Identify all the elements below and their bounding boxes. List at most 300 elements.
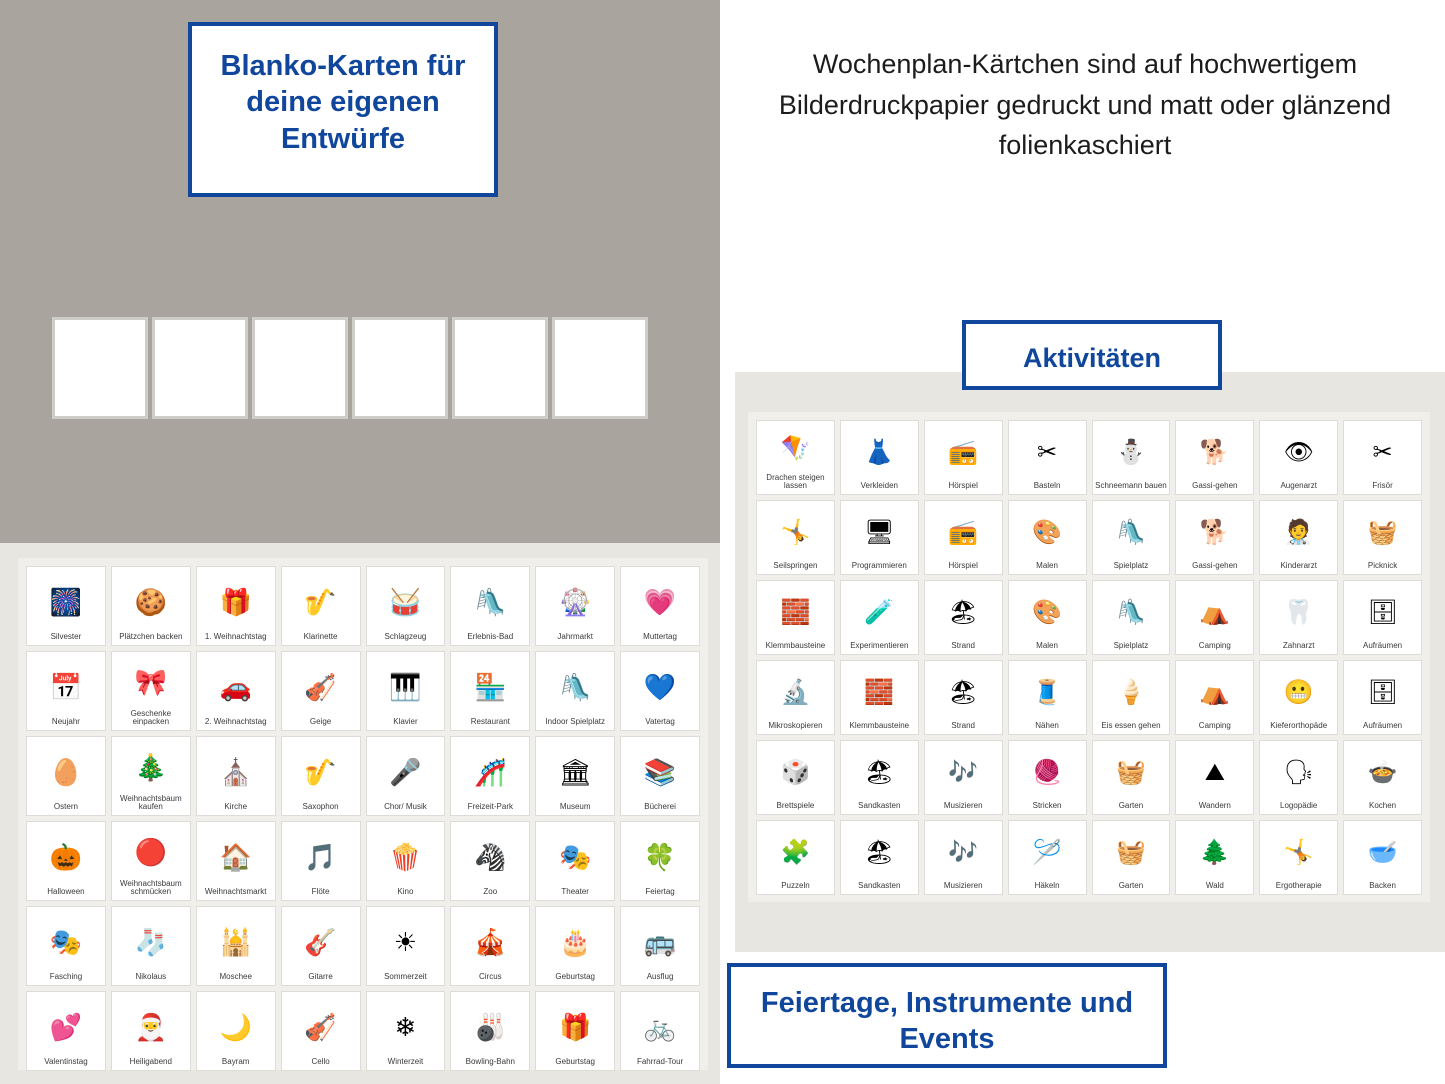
card-caption: Feiertag	[645, 887, 675, 897]
card-caption: Ostern	[53, 802, 78, 812]
card-caption: Frisör	[1372, 481, 1393, 491]
card-caption: Zoo	[483, 887, 498, 897]
card-item	[111, 651, 191, 731]
card-caption: Kinderarzt	[1280, 561, 1317, 571]
card-item	[281, 736, 361, 816]
card-caption: Gassi-gehen	[1192, 561, 1238, 571]
card-item	[196, 821, 276, 901]
card-caption: Seilspringen	[773, 561, 818, 571]
music-notes-icon: 🎶	[948, 839, 979, 867]
red-car-tree-icon: 🚗	[219, 671, 252, 702]
violin-icon: 🎻	[304, 671, 337, 702]
carnival-mask-icon: 🎭	[49, 926, 83, 957]
blank-card	[352, 317, 448, 419]
playground-icon: 🛝	[1115, 599, 1146, 627]
card-caption: Sommerzeit	[384, 972, 427, 982]
page-headline: Wochenplan-Kärtchen sind auf hochwertigem Bilderdruckpapier gedruckt und matt oder glänzend folienkaschiert	[778, 49, 1392, 160]
card-caption: Schneemann bauen	[1095, 481, 1167, 491]
sun-clock-icon: ☀	[393, 926, 418, 957]
ferris-wheel-icon: 🎡	[559, 586, 592, 617]
playground-icon: 🛝	[1115, 519, 1146, 547]
card-item	[535, 651, 615, 731]
card-caption: Geburtstag	[555, 972, 595, 982]
blank-card	[252, 317, 348, 419]
knitting-icon: 🧶	[1032, 759, 1062, 787]
card-item	[1175, 820, 1254, 895]
card-caption: Circus	[478, 972, 502, 982]
eye-chart-icon: 👁	[1283, 439, 1314, 467]
snowflake-clock-icon: ❄	[394, 1011, 417, 1042]
card-item	[450, 906, 530, 986]
market-house-icon: 🏠	[219, 841, 252, 872]
card-item	[924, 820, 1003, 895]
card-item	[535, 566, 615, 646]
card-item	[111, 736, 191, 816]
card-item	[366, 906, 446, 986]
occupational-therapy-icon: 🤸	[1283, 839, 1314, 867]
blank-cards-strip	[52, 317, 648, 419]
museum-icon: 🏛	[558, 756, 592, 787]
activities-cards-grid	[756, 420, 1422, 895]
card-item	[111, 821, 191, 901]
card-item	[840, 660, 919, 735]
blank-card	[52, 317, 148, 419]
card-item	[620, 566, 700, 646]
speech-therapy-icon: 🗣	[1283, 759, 1314, 787]
card-caption: Programmieren	[851, 561, 907, 571]
sandbox-icon: 🏖	[864, 839, 895, 867]
crochet-icon: 🪡	[1032, 839, 1062, 867]
tent-icon: ⛺	[1199, 599, 1230, 627]
card-caption: Museum	[559, 802, 591, 812]
card-item	[196, 991, 276, 1071]
card-caption: Garten	[1118, 801, 1144, 811]
card-caption: Winterzeit	[387, 1057, 424, 1067]
card-item	[366, 736, 446, 816]
water-slide-icon: 🛝	[474, 586, 507, 617]
card-caption: Jahrmarkt	[557, 632, 593, 642]
card-item	[1092, 660, 1171, 735]
card-caption: Geschenke einpacken	[130, 708, 172, 727]
card-caption: Spielplatz	[1113, 641, 1149, 651]
card-caption: Picknick	[1367, 561, 1398, 571]
bowling-icon: 🎳	[474, 1011, 507, 1042]
theater-curtain-icon: 🎭	[559, 841, 592, 872]
card-caption: Verkleiden	[860, 481, 898, 491]
card-caption: Gitarre	[308, 972, 333, 982]
card-caption: Weihnachtsmarkt	[204, 887, 267, 897]
card-item	[1092, 820, 1171, 895]
radio-icon: 📻	[948, 439, 979, 467]
beach-icon: 🏖	[947, 679, 979, 707]
card-caption: Bowling-Bahn	[465, 1057, 515, 1067]
card-item	[1259, 660, 1338, 735]
card-caption: Moschee	[219, 972, 252, 982]
card-caption: Malen	[1036, 641, 1058, 651]
card-caption: Backen	[1369, 881, 1396, 891]
card-item	[535, 991, 615, 1071]
building-bricks-icon: 🧱	[780, 599, 811, 627]
card-caption: Fasching	[49, 972, 83, 982]
flute-icon: 🎵	[304, 841, 337, 872]
card-caption: Strand	[951, 721, 975, 731]
card-caption: Ausflug	[646, 972, 674, 982]
card-caption: Spielplatz	[1113, 561, 1149, 571]
card-caption: Saxophon	[302, 802, 339, 812]
card-item	[26, 566, 106, 646]
card-caption: Kieferorthopäde	[1270, 721, 1328, 731]
card-item	[924, 660, 1003, 735]
card-caption: Cello	[311, 1057, 330, 1067]
wrapping-icon: 🎀	[134, 667, 167, 698]
events-cards-panel	[18, 558, 708, 1070]
card-caption: Bücherei	[644, 802, 676, 812]
card-caption: Basteln	[1033, 481, 1061, 491]
label-feiertage-instrumente-events: Feiertage, Instrumente und Events	[727, 963, 1167, 1068]
fireworks-icon: 🎆	[49, 586, 83, 617]
card-caption: Mikroskopieren	[768, 721, 823, 731]
card-item	[196, 736, 276, 816]
card-item	[1259, 740, 1338, 815]
card-caption: Restaurant	[470, 717, 510, 727]
indoor-playground-icon: 🛝	[559, 671, 592, 702]
card-item	[450, 821, 530, 901]
card-item	[366, 821, 446, 901]
card-caption: Kochen	[1368, 801, 1397, 811]
scissors-glue-icon: ✂	[1037, 439, 1058, 467]
gifts-icon: 🎁	[219, 586, 252, 617]
mosque-icon: 🕌	[219, 926, 252, 957]
card-item	[620, 906, 700, 986]
card-item	[840, 740, 919, 815]
blank-card	[552, 317, 648, 419]
card-item	[1175, 420, 1254, 495]
card-item	[1092, 740, 1171, 815]
events-cards-grid	[26, 566, 700, 1071]
card-item	[1008, 500, 1087, 575]
card-caption: Bayram	[221, 1057, 250, 1067]
card-item	[840, 420, 919, 495]
lab-kids-icon: 🧪	[864, 599, 895, 627]
card-caption: Strand	[951, 641, 975, 651]
card-item	[366, 991, 446, 1071]
card-caption: Valentinstag	[44, 1057, 88, 1067]
card-caption: Hörspiel	[948, 561, 978, 571]
jump-rope-icon: 🤸	[780, 519, 811, 547]
card-caption: Neujahr	[51, 717, 80, 727]
card-item	[924, 500, 1003, 575]
microscope-icon: 🔬	[780, 679, 811, 707]
card-caption: Logopädie	[1280, 801, 1318, 811]
tooth-icon: 🦷	[1283, 599, 1314, 627]
card-item	[620, 991, 700, 1071]
forest-icon: 🌲	[1199, 839, 1230, 867]
bus-icon: 🚌	[643, 926, 677, 957]
puzzle-icon: 🧩	[780, 839, 811, 867]
card-caption: Weihnachtsbaum schmücken	[119, 878, 182, 897]
birthday-cake-icon: 🎂	[559, 926, 592, 957]
card-item	[756, 660, 835, 735]
mountains-icon: ⛰	[1204, 759, 1225, 787]
pot-icon: 🍲	[1367, 759, 1398, 787]
card-item	[111, 906, 191, 986]
card-item	[535, 736, 615, 816]
card-caption: Weihnachtsbaum kaufen	[119, 793, 182, 812]
roller-coaster-icon: 🎢	[474, 756, 507, 787]
card-caption: Hörspiel	[948, 481, 978, 491]
card-caption: Ergotherapie	[1275, 881, 1322, 891]
card-caption: Chor/ Musik	[384, 802, 427, 812]
card-item	[281, 566, 361, 646]
card-caption: Aufräumen	[1362, 721, 1403, 731]
card-caption: Augenarzt	[1280, 481, 1317, 491]
paint-box-icon: 🎨	[1032, 599, 1062, 627]
popcorn-icon: 🍿	[389, 841, 422, 872]
label-blanko-karten: Blanko-Karten für deine eigenen Entwürfe	[188, 22, 498, 197]
card-item	[1343, 420, 1422, 495]
card-caption: Geige	[309, 717, 332, 727]
card-item	[840, 500, 919, 575]
card-caption: Klemmbausteine	[849, 721, 910, 731]
card-item	[196, 906, 276, 986]
card-item	[1008, 580, 1087, 655]
card-caption: Puzzeln	[781, 881, 810, 891]
pumpkin-icon: 🎃	[49, 841, 83, 872]
sewing-machine-icon: 🧵	[1032, 679, 1062, 707]
card-item	[1259, 820, 1338, 895]
card-caption: Kino	[397, 887, 414, 897]
activities-cards-panel	[748, 412, 1430, 902]
card-item	[26, 991, 106, 1071]
guitar-icon: 🎸	[304, 926, 337, 957]
card-item	[1008, 420, 1087, 495]
card-caption: Eis essen gehen	[1101, 721, 1161, 731]
baubles-icon: 🔴	[134, 837, 167, 868]
card-caption: Wald	[1205, 881, 1224, 891]
restaurant-icon: 🏪	[474, 671, 507, 702]
dog-walk-icon: 🐕	[1199, 439, 1230, 467]
shelf-tidy-icon: 🗄	[1367, 599, 1398, 627]
microphone-icon: 🎤	[389, 756, 422, 787]
card-item	[756, 820, 835, 895]
label-aktivitaeten: Aktivitäten	[962, 320, 1222, 390]
card-caption: Nähen	[1035, 721, 1059, 731]
card-item	[281, 991, 361, 1071]
comb-scissors-icon: ✂	[1372, 439, 1393, 467]
card-caption: Halloween	[47, 887, 85, 897]
card-item	[26, 736, 106, 816]
books-icon: 📚	[643, 756, 677, 787]
blank-card	[152, 317, 248, 419]
mixer-icon: 🥣	[1367, 839, 1398, 867]
card-caption: Experimentieren	[850, 641, 909, 651]
cookies-icon: 🍪	[134, 586, 167, 617]
drums-icon: 🥁	[389, 586, 422, 617]
card-item	[1092, 500, 1171, 575]
card-caption: Camping	[1198, 641, 1231, 651]
radio-icon: 📻	[948, 519, 979, 547]
circus-tent-icon: 🎪	[474, 926, 507, 957]
card-item	[196, 651, 276, 731]
card-item	[1259, 580, 1338, 655]
card-item	[1343, 500, 1422, 575]
card-caption: Flöte	[311, 887, 330, 897]
card-item	[26, 651, 106, 731]
card-item	[26, 821, 106, 901]
card-caption: Kirche	[224, 802, 248, 812]
card-caption: Zahnarzt	[1282, 641, 1315, 651]
card-item	[924, 580, 1003, 655]
card-item	[1343, 660, 1422, 735]
card-caption: Nikolaus	[135, 972, 167, 982]
picnic-basket-icon: 🧺	[1367, 519, 1398, 547]
santa-sleigh-icon: 🎅	[134, 1011, 167, 1042]
card-item	[535, 821, 615, 901]
card-item	[196, 566, 276, 646]
pediatrician-icon: 🧑‍⚕	[1283, 519, 1314, 547]
bicycle-icon: 🚲	[643, 1011, 677, 1042]
board-game-icon: 🎲	[780, 759, 811, 787]
card-item	[1343, 580, 1422, 655]
card-caption: Theater	[561, 887, 589, 897]
ice-cream-icon: 🍦	[1115, 679, 1146, 707]
gift-box-icon: 🎁	[559, 1011, 592, 1042]
card-item	[1259, 420, 1338, 495]
saxophone-icon: 🎷	[304, 756, 337, 787]
paint-box-icon: 🎨	[1032, 519, 1062, 547]
card-item	[840, 820, 919, 895]
card-caption: Brettspiele	[776, 801, 815, 811]
card-item	[1175, 500, 1254, 575]
beach-icon: 🏖	[947, 599, 979, 627]
snowman-icon: ⛄	[1115, 439, 1146, 467]
calendar-first-icon: 📅	[49, 671, 83, 702]
card-item	[450, 736, 530, 816]
dog-walk-icon: 🐕	[1199, 519, 1230, 547]
best-mom-ever-icon: 💗	[643, 586, 677, 617]
card-caption: Sandkasten	[858, 801, 901, 811]
card-caption: Häkeln	[1034, 881, 1060, 891]
card-caption: Silvester	[50, 632, 82, 642]
card-caption: Gassi-gehen	[1192, 481, 1238, 491]
card-caption: Klarinette	[303, 632, 338, 642]
card-item	[366, 566, 446, 646]
card-item	[1092, 580, 1171, 655]
card-item	[756, 420, 835, 495]
card-item	[111, 566, 191, 646]
card-caption: Erlebnis-Bad	[467, 632, 514, 642]
christmas-tree-buy-icon: 🎄	[134, 752, 167, 783]
card-caption: Drachen steigen lassen	[766, 472, 825, 491]
card-item	[450, 566, 530, 646]
hearts-icon: 💕	[49, 1011, 83, 1042]
music-notes-icon: 🎶	[948, 759, 979, 787]
kite-icon: 🪁	[780, 434, 811, 462]
piano-icon: 🎹	[389, 671, 422, 702]
garden-basket-icon: 🧺	[1115, 759, 1146, 787]
stocking-icon: 🧦	[134, 926, 167, 957]
card-caption: Garten	[1118, 881, 1144, 891]
tent-icon: ⛺	[1199, 679, 1230, 707]
card-item	[281, 651, 361, 731]
card-item	[1092, 420, 1171, 495]
card-item	[620, 736, 700, 816]
card-item	[1175, 580, 1254, 655]
card-item	[1175, 740, 1254, 815]
card-item	[281, 821, 361, 901]
card-caption: Heiligabend	[129, 1057, 172, 1067]
card-item	[1343, 820, 1422, 895]
shelf-tidy-icon: 🗄	[1367, 679, 1398, 707]
card-item	[620, 821, 700, 901]
card-caption: Indoor Spielplatz	[545, 717, 605, 727]
card-caption: Plätzchen backen	[119, 632, 183, 642]
crescent-mosque-icon: 🌙	[219, 1011, 252, 1042]
card-item	[111, 991, 191, 1071]
card-caption: 2. Weihnachtstag	[204, 717, 267, 727]
card-caption: Klavier	[393, 717, 418, 727]
building-bricks-icon: 🧱	[864, 679, 895, 707]
card-item	[924, 420, 1003, 495]
card-item	[620, 651, 700, 731]
card-item	[26, 906, 106, 986]
card-caption: Wandern	[1198, 801, 1231, 811]
card-item	[756, 740, 835, 815]
card-item	[366, 651, 446, 731]
card-caption: 1. Weihnachtstag	[204, 632, 267, 642]
church-icon: ⛪	[219, 756, 252, 787]
costumes-icon: 👗	[864, 439, 895, 467]
easter-eggs-icon: 🥚	[49, 756, 83, 787]
card-item	[1259, 500, 1338, 575]
card-item	[450, 651, 530, 731]
awesome-dad-icon: 💙	[643, 671, 677, 702]
card-caption: Stricken	[1032, 801, 1062, 811]
card-item	[756, 580, 835, 655]
card-item	[1175, 660, 1254, 735]
card-item	[756, 500, 835, 575]
card-caption: Schlagzeug	[384, 632, 427, 642]
cello-icon: 🎻	[304, 1011, 337, 1042]
card-caption: Vatertag	[645, 717, 675, 727]
card-caption: Aufräumen	[1362, 641, 1403, 651]
blank-card	[452, 317, 548, 419]
clarinet-icon: 🎷	[304, 586, 337, 617]
card-caption: Sandkasten	[858, 881, 901, 891]
card-item	[450, 991, 530, 1071]
card-caption: Malen	[1036, 561, 1058, 571]
card-item	[1008, 660, 1087, 735]
card-item	[924, 740, 1003, 815]
clover-icon: 🍀	[643, 841, 677, 872]
computer-icon: 🖥	[864, 519, 895, 547]
card-item	[281, 906, 361, 986]
braces-icon: 😬	[1283, 679, 1314, 707]
card-caption: Klemmbausteine	[765, 641, 826, 651]
card-caption: Fahrrad-Tour	[636, 1057, 684, 1067]
card-caption: Musizieren	[943, 881, 983, 891]
card-caption: Musizieren	[943, 801, 983, 811]
garden-basket-icon: 🧺	[1115, 839, 1146, 867]
zoo-icon: 🦓	[474, 841, 507, 872]
card-item	[1008, 820, 1087, 895]
card-item	[535, 906, 615, 986]
sandbox-icon: 🏖	[864, 759, 895, 787]
card-caption: Geburtstag	[555, 1057, 595, 1067]
card-caption: Freizeit-Park	[467, 802, 513, 812]
card-caption: Camping	[1198, 721, 1231, 731]
card-item	[1343, 740, 1422, 815]
